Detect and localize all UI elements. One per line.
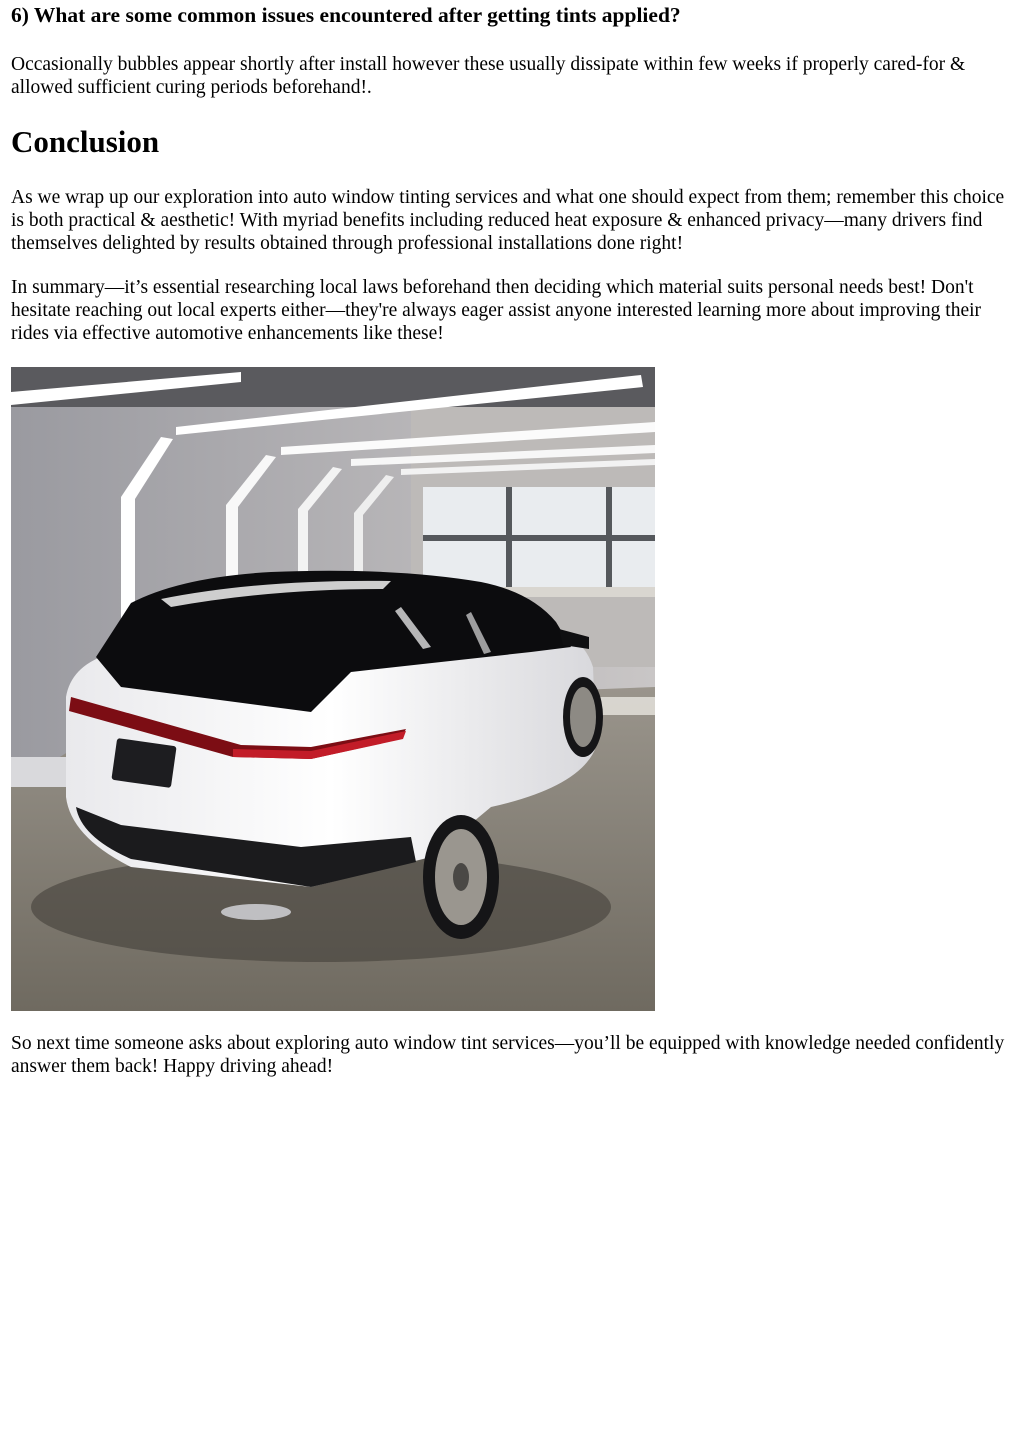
car-photo-illustration xyxy=(11,367,655,1011)
faq-question-heading: 6) What are some common issues encountered after getting tints applied? xyxy=(11,3,681,27)
car-photo xyxy=(11,367,655,1011)
closing-paragraph: So next time someone asks about exploring auto window tint services—you’ll be equipped with knowledge needed confidently answer them back! Happy driving ahead! xyxy=(11,1033,1005,1077)
conclusion-paragraph-1: As we wrap up our exploration into auto window tinting services and what one should expect from them; remember this choice is both practical & aesthetic! With myriad benefits including reduced heat exposure & enhanced privacy—many drivers find themselves delighted by results obtained through professional installations done right! xyxy=(11,187,1005,254)
conclusion-paragraph-2: In summary—it’s essential researching local laws beforehand then deciding which material suits personal needs best! Don't hesitate reaching out local experts either—they're always eager assist anyone interested learning more about improving their rides via effective automotive enhancements like these! xyxy=(11,277,982,344)
conclusion-heading: Conclusion xyxy=(11,124,160,159)
faq-answer: Occasionally bubbles appear shortly after install however these usually dissipate within few weeks if properly cared-for & allowed sufficient curing periods beforehand!. xyxy=(11,54,966,98)
